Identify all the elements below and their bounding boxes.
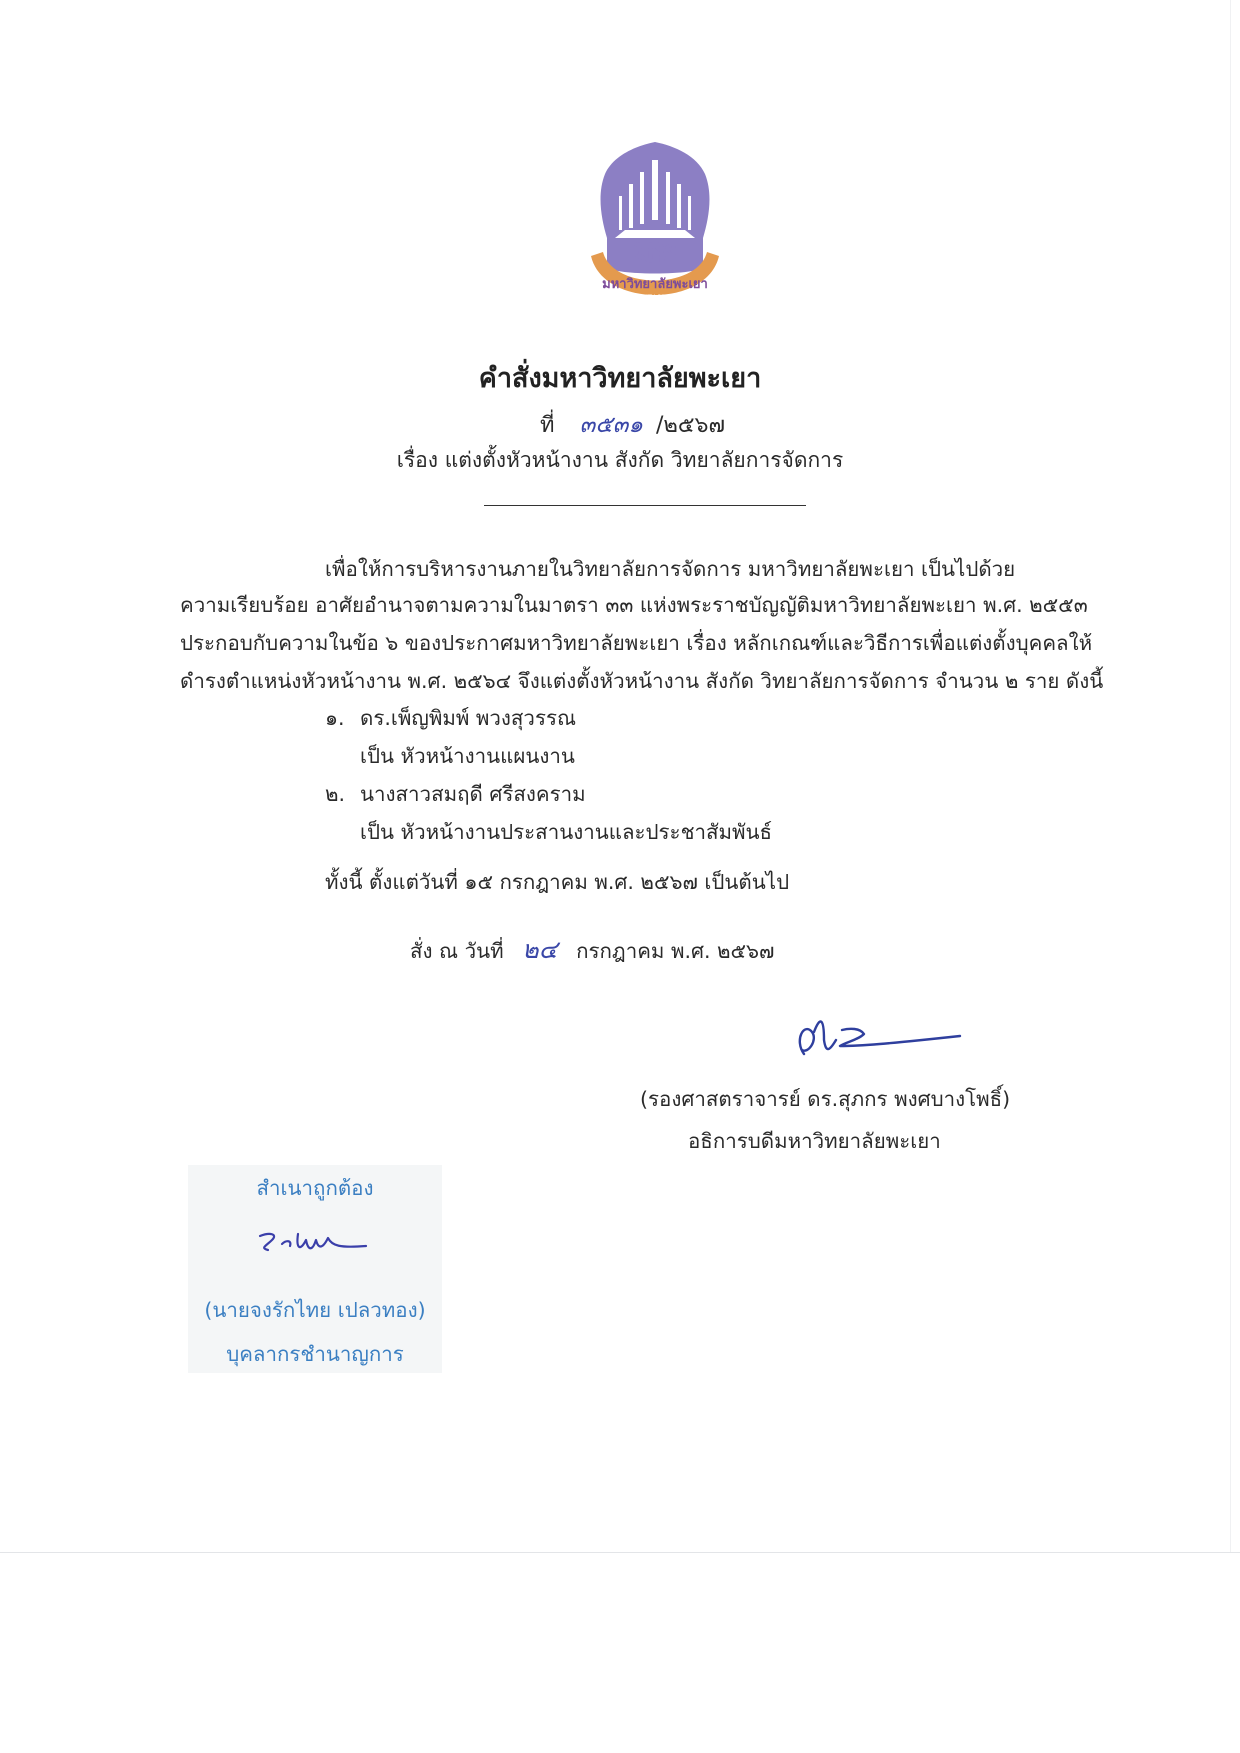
order-number-year: /๒๕๖๗ [655,413,726,438]
body-line-3: ประกอบกับความในข้อ ๖ ของประกาศมหาวิทยาลัยพะเยา เรื่อง หลักเกณฑ์และวิธีการเพื่อแต่งตั้งบุคคลให้ [180,631,1093,655]
order-number [540,407,725,443]
certified-copy-signature [256,1226,376,1260]
certified-copy-title: บุคลากรชำนาญการ [226,1342,404,1366]
university-logo [585,138,725,320]
certified-copy-name: (นายจงรักไทย เปลวทอง) [204,1298,426,1322]
logo-ring-en: UNIVERSITY OF PHAYAO [619,294,691,301]
appointee-1-name: ดร.เพ็ญพิมพ์ พวงสุวรรณ [360,706,576,730]
signatory-title: อธิการบดีมหาวิทยาลัยพะเยา [688,1129,941,1153]
order-date-day: ๒๔ [522,935,558,964]
signatory-name: (รองศาสตราจารย์ ดร.สุภกร พงศบางโพธิ์) [640,1087,1011,1111]
order-date-prefix: สั่ง ณ วันที่ [410,939,504,963]
order-number-label: ที่ [540,413,555,438]
logo-monogram: มพ [632,231,678,271]
order-number-value: ๓๕๓๑ [579,412,643,438]
appointee-1-position: เป็น หัวหน้างานแผนงาน [360,744,575,768]
document-title: คำสั่งมหาวิทยาลัยพะเยา [478,363,762,394]
effective-date: ทั้งนี้ ตั้งแต่วันที่ ๑๕ กรกฎาคม พ.ศ. ๒๕๖๗ เป็นต้นไป [325,870,790,894]
appointee-2-number: ๒. [325,782,346,806]
body-line-4: ดำรงตำแหน่งหัวหน้างาน พ.ศ. ๒๕๖๔ จึงแต่งตั้งหัวหน้างาน สังกัด วิทยาลัยการจัดการ จำนวน ๒ ราย ดังนี้ [180,669,1104,693]
certified-copy-label: สำเนาถูกต้อง [256,1176,374,1200]
logo-ring-th: มหาวิทยาลัยพะเยา [602,277,708,292]
body-line-1: เพื่อให้การบริหารงานภายในวิทยาลัยการจัดการ มหาวิทยาลัยพะเยา เป็นไปด้วย [325,557,1016,581]
order-date [410,930,774,970]
appointee-1-number: ๑. [325,706,345,730]
order-date-suffix: กรกฎาคม พ.ศ. ๒๕๖๗ [576,939,775,963]
body-line-2: ความเรียบร้อย อาศัยอำนาจตามความในมาตรา ๓๓ แห่งพระราชบัญญัติมหาวิทยาลัยพะเยา พ.ศ. ๒๕๕๓ [180,593,1088,617]
heading-divider [484,505,806,506]
page-right-edge [1230,0,1231,1552]
appointee-2-position: เป็น หัวหน้างานประสานงานและประชาสัมพันธ์ [360,820,773,844]
president-signature [790,1010,970,1066]
page-bottom-edge [0,1552,1240,1553]
document-subject: เรื่อง แต่งตั้งหัวหน้างาน สังกัด วิทยาลัยการจัดการ [396,448,844,472]
appointee-2-name: นางสาวสมฤดี ศรีสงคราม [360,782,586,806]
